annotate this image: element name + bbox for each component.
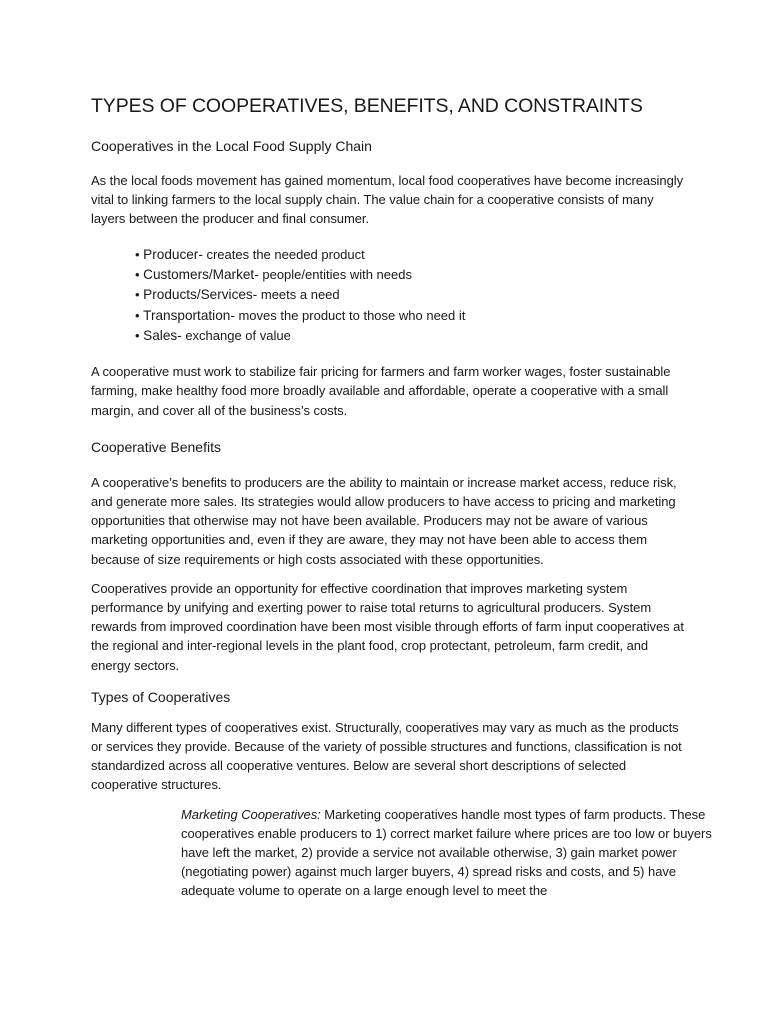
- list-item: • Products/Services- meets a need: [135, 287, 340, 303]
- list-item-desc: people/entities with needs: [258, 266, 412, 282]
- list-item: • Sales- exchange of value: [135, 327, 291, 343]
- list-item-desc: meets a need: [257, 287, 340, 303]
- list-item-term: Producer-: [143, 246, 203, 262]
- section-heading-types: Types of Cooperatives: [91, 688, 231, 705]
- document-content: [91, 92, 712, 901]
- section-heading-supply-chain: Cooperatives in the Local Food Supply Chain: [91, 138, 372, 154]
- list-item: • Producer- creates the needed product: [135, 246, 365, 262]
- document-title: TYPES OF COOPERATIVES, BENEFITS, AND CONSTRAINTS: [91, 95, 643, 117]
- list-item-desc: moves the product to those who need it: [234, 307, 466, 323]
- list-item-term: Sales-: [143, 327, 182, 343]
- list-item: • Customers/Market- people/entities with needs: [135, 266, 412, 282]
- marketing-cooperatives-text: Marketing cooperatives handle most types of farm products. These cooperatives enable producers to 1) correct market failure where prices are too low or buyers have left the market, 2) provide a service not available otherwise, 3) gain market power (negotiating power) against much larger buyers, 4) spread risks and costs, and 5) have adequate volume to operate on a large enough level to meet the: [181, 806, 712, 899]
- paragraph-benefits-1: A cooperative’s benefits to producers are the ability to maintain or increase market access, reduce risk, and generate more sales. Its strategies would allow producers to have access to pricing and marketing opportunities that otherwise may not have been available. Producers may not be aware of various marketing opportunities and, even if they are aware, they may not have been able to access them because of size requirements or high costs associated with these opportunities.: [91, 474, 677, 567]
- marketing-cooperatives-term: Marketing Cooperatives:: [181, 806, 321, 822]
- paragraph-fair-pricing: A cooperative must work to stabilize fair pricing for farmers and farm worker wages, foster sustainable farming, make healthy food more broadly available and affordable, operate a cooperative with a small margin, and cover all of the business’s costs.: [91, 364, 671, 418]
- list-item-term: Products/Services-: [143, 287, 258, 303]
- list-item-term: Customers/Market-: [143, 266, 259, 282]
- section-heading-benefits: Cooperative Benefits: [91, 438, 221, 455]
- value-chain-list: [91, 245, 691, 346]
- paragraph-types-intro: Many different types of cooperatives exist. Structurally, cooperatives may vary as much as the products or services they provide. Because of the variety of possible structures and functions, classification is not standardized across all cooperative ventures. Below are several short descriptions of selected cooperative structures.: [91, 719, 682, 793]
- list-item-term: Transportation-: [143, 307, 235, 323]
- paragraph-supply-chain-intro: As the local foods movement has gained momentum, local food cooperatives have become increasingly vital to linking farmers to the local supply chain. The value chain for a cooperative consists of many layers between the producer and final consumer.: [91, 173, 684, 227]
- paragraph-marketing-cooperatives: [181, 805, 721, 901]
- list-item: • Transportation- moves the product to those who need it: [135, 307, 466, 323]
- list-item-desc: exchange of value: [181, 327, 291, 343]
- paragraph-benefits-2: Cooperatives provide an opportunity for effective coordination that improves marketing system performance by unifying and exerting power to raise total returns to agricultural producers. System rewards from improved coordination have been most visible through efforts of farm input cooperatives at the regional and inter-regional levels in the plant food, crop protectant, petroleum, farm credit, and energy sectors.: [91, 580, 684, 673]
- list-item-desc: creates the needed product: [202, 246, 365, 262]
